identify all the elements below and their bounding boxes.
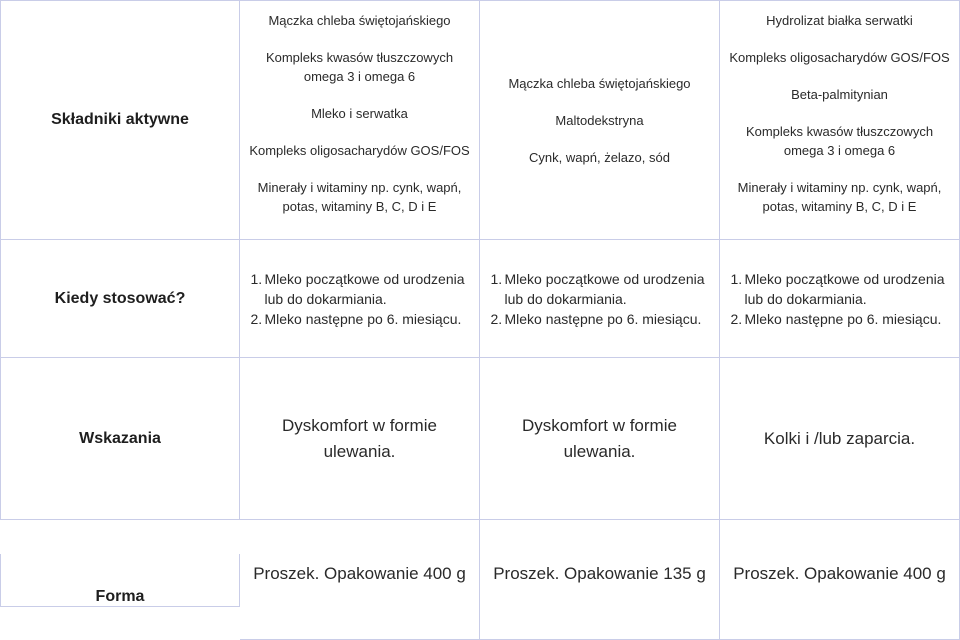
indication-text: Dyskomfort w formie ulewania. xyxy=(522,415,677,461)
ingredient-item: Maltodekstryna xyxy=(555,112,644,128)
ingredient-item: Beta-palmitynian xyxy=(791,87,888,102)
ingredients-cell-3 xyxy=(720,0,960,240)
row-label-when xyxy=(0,240,240,358)
list-item: 2. Mleko następne po 6. miesiącu. xyxy=(250,310,462,327)
list-item: 1. Mleko początkowe od urodzenia lub do dokarmiania. xyxy=(730,270,945,307)
form-text: Proszek. Opakowanie 135 g xyxy=(493,564,706,583)
when-label: Kiedy stosować? xyxy=(54,289,186,307)
form-label: Forma xyxy=(95,587,145,605)
row-label-indications xyxy=(0,358,240,520)
when-cell-3 xyxy=(720,240,960,358)
ingredient-item: Minerały i witaminy np. cynk, wapń, potas, witaminy B, C, D i E xyxy=(737,180,942,214)
ingredient-item: Kompleks kwasów tłuszczowych omega 3 i omega 6 xyxy=(265,50,454,84)
when-cell-2 xyxy=(480,240,720,358)
list-item: 2. Mleko następne po 6. miesiącu. xyxy=(490,310,702,327)
ingredient-item: Mączka chleba świętojańskiego xyxy=(508,75,691,91)
ingredient-item: Kompleks oligosacharydów GOS/FOS xyxy=(249,143,470,158)
ingredient-item: Hydrolizat białka serwatki xyxy=(766,13,913,28)
when-list xyxy=(731,269,949,329)
indications-label: Wskazania xyxy=(79,429,161,447)
list-item: 1. Mleko początkowe od urodzenia lub do dokarmiania. xyxy=(250,270,465,307)
ingredient-item: Mączka chleba świętojańskiego xyxy=(268,13,451,28)
ingredient-item: Mleko i serwatka xyxy=(311,106,408,121)
indications-cell-2 xyxy=(480,358,720,520)
list-item: 2. Mleko następne po 6. miesiącu. xyxy=(730,310,942,327)
ingredients-label: Składniki aktywne xyxy=(51,111,189,128)
form-cell-3 xyxy=(720,520,960,640)
ingredient-item: Minerały i witaminy np. cynk, wapń, potas, witaminy B, C, D i E xyxy=(257,180,462,214)
ingredients-cell-1 xyxy=(240,0,480,240)
indications-cell-3 xyxy=(720,358,960,520)
form-cell-1 xyxy=(240,520,480,640)
form-cell-2 xyxy=(480,520,720,640)
when-list xyxy=(251,269,469,329)
form-text: Proszek. Opakowanie 400 g xyxy=(733,564,946,583)
ingredient-item: Cynk, wapń, żelazo, sód xyxy=(529,149,670,165)
row-label-ingredients xyxy=(0,0,240,240)
list-item: 1. Mleko początkowe od urodzenia lub do dokarmiania. xyxy=(490,270,705,307)
indication-text: Dyskomfort w formie ulewania. xyxy=(282,415,437,461)
indications-cell-1 xyxy=(240,358,480,520)
row-label-form xyxy=(0,554,240,607)
form-text: Proszek. Opakowanie 400 g xyxy=(253,564,466,583)
when-list xyxy=(491,269,709,329)
ingredients-cell-2 xyxy=(480,0,720,240)
when-cell-1 xyxy=(240,240,480,358)
ingredient-item: Kompleks kwasów tłuszczowych omega 3 i omega 6 xyxy=(745,124,934,158)
indication-text: Kolki i /lub zaparcia. xyxy=(763,428,916,448)
ingredient-item: Kompleks oligosacharydów GOS/FOS xyxy=(729,50,950,65)
